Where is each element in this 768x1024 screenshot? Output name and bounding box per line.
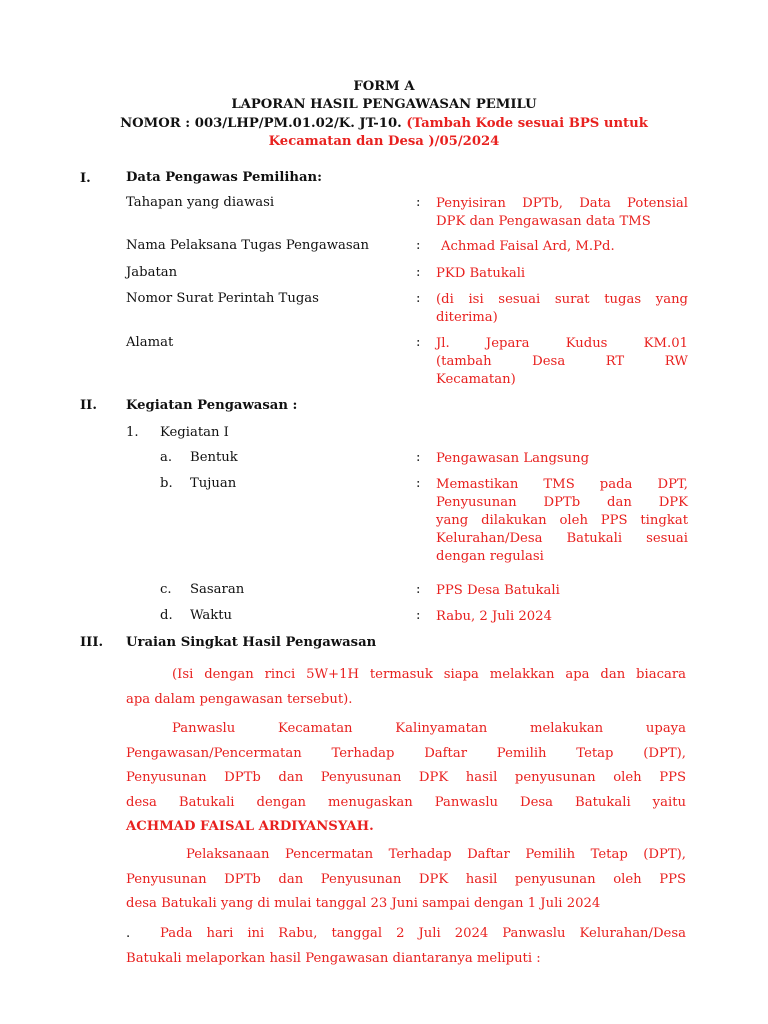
field-label-tujuan: Tujuan bbox=[190, 476, 237, 491]
value-line: Achmad Faisal Ard, M.Pd. bbox=[441, 239, 615, 254]
field-colon: : bbox=[416, 195, 421, 210]
value-line: Pengawasan Langsung bbox=[436, 451, 590, 466]
section-1-number: I. bbox=[80, 171, 91, 186]
paragraph-line: Panwaslu Kecamatan Kalinyamatan melakukan upaya bbox=[172, 721, 686, 736]
kegiatan-label: Kegiatan I bbox=[160, 425, 229, 440]
paragraph-pelaksanaan bbox=[126, 843, 686, 917]
value-line: PPS Desa Batukali bbox=[436, 583, 560, 598]
value-line: dengan regulasi bbox=[436, 549, 544, 564]
field-colon: : bbox=[416, 450, 421, 465]
field-value-bentuk bbox=[436, 450, 688, 468]
kegiatan-number: 1. bbox=[126, 425, 139, 440]
field-value-nomor-surat bbox=[436, 291, 688, 327]
item-letter: b. bbox=[160, 476, 173, 491]
officer-name: ACHMAD FAISAL ARDIYANSYAH. bbox=[126, 819, 374, 834]
field-label-nama: Nama Pelaksana Tugas Pengawasan bbox=[126, 238, 370, 253]
paragraph-instruction bbox=[126, 663, 686, 712]
field-value-waktu bbox=[436, 608, 688, 626]
value-line: PKD Batukali bbox=[436, 266, 526, 281]
section-2-number: II. bbox=[80, 398, 97, 413]
value-line: Rabu, 2 Juli 2024 bbox=[436, 609, 552, 624]
value-line: diterima) bbox=[436, 310, 498, 325]
value-line: yang dilakukan oleh PPS tingkat bbox=[436, 513, 688, 528]
value-line: Penyusunan DPTb dan DPK bbox=[436, 495, 688, 510]
report-title: LAPORAN HASIL PENGAWASAN PEMILU bbox=[231, 97, 537, 112]
paragraph-line: Pengawasan/Pencermatan Terhadap Daftar Pemilih Tetap (DPT), bbox=[126, 745, 686, 761]
value-line: Kelurahan/Desa Batukali sesuai bbox=[436, 531, 688, 546]
field-colon: : bbox=[416, 608, 421, 623]
section-2-heading: Kegiatan Pengawasan : bbox=[126, 398, 298, 413]
field-value-alamat bbox=[436, 335, 688, 389]
field-label-tahapan: Tahapan yang diawasi bbox=[126, 195, 275, 210]
field-label-waktu: Waktu bbox=[190, 608, 233, 623]
value-line: (di isi sesuai surat tugas yang bbox=[436, 292, 688, 307]
paragraph-panwaslu bbox=[126, 717, 686, 840]
paragraph-line: Pelaksanaan Pencermatan Terhadap Daftar Pemilih Tetap (DPT), bbox=[186, 847, 686, 862]
section-1-heading: Data Pengawas Pemilihan: bbox=[126, 170, 322, 185]
report-number-prefix: NOMOR : 003/LHP/PM.01.02/K. JT-10. bbox=[120, 116, 402, 131]
field-label-nomor-surat: Nomor Surat Perintah Tugas bbox=[126, 291, 319, 306]
field-colon: : bbox=[416, 238, 421, 253]
value-line: Penyisiran DPTb, Data Potensial bbox=[436, 196, 688, 211]
field-label-sasaran: Sasaran bbox=[190, 582, 245, 597]
field-label-bentuk: Bentuk bbox=[190, 450, 238, 465]
field-value-jabatan bbox=[436, 265, 688, 283]
field-colon: : bbox=[416, 476, 421, 491]
paragraph-line: Penyusunan DPTb dan Penyusunan DPK hasil penyusunan oleh PPS bbox=[126, 770, 686, 785]
report-number bbox=[0, 116, 768, 131]
item-letter: d. bbox=[160, 608, 173, 623]
paragraph-line: Batukali melaporkan hasil Pengawasan diantaranya meliputi : bbox=[126, 950, 541, 966]
field-value-sasaran bbox=[436, 582, 688, 600]
field-label-alamat: Alamat bbox=[126, 335, 174, 350]
report-number-note-line2: Kecamatan dan Desa )/05/2024 bbox=[268, 134, 500, 149]
form-label: FORM A bbox=[353, 79, 415, 94]
report-number-note: (Tambah Kode sesuai BPS untuk bbox=[406, 116, 648, 131]
field-colon: : bbox=[416, 335, 421, 350]
paragraph-laporan bbox=[126, 922, 686, 971]
field-value-tahapan bbox=[436, 195, 688, 231]
paragraph-line: Pada hari ini Rabu, tanggal 2 Juli 2024 Panwaslu Kelurahan/Desa bbox=[160, 926, 686, 941]
paragraph-line: (Isi dengan rinci 5W+1H termasuk siapa melakkan apa dan biacara bbox=[172, 667, 686, 682]
paragraph-line: desa Batukali yang di mulai tanggal 23 Juni sampai dengan 1 Juli 2024 bbox=[126, 896, 601, 911]
field-colon: : bbox=[416, 265, 421, 280]
field-value-nama bbox=[441, 238, 693, 256]
field-value-tujuan bbox=[436, 476, 688, 566]
paragraph-line: apa dalam pengawasan tersebut). bbox=[126, 691, 353, 707]
field-colon: : bbox=[416, 291, 421, 306]
value-line: (tambah Desa RT RW bbox=[436, 354, 688, 369]
section-3-number: III. bbox=[80, 635, 104, 650]
value-line: Kecamatan) bbox=[436, 372, 516, 387]
value-line: Jl. Jepara Kudus KM.01 bbox=[436, 336, 688, 351]
stray-dot: . bbox=[126, 926, 131, 941]
field-colon: : bbox=[416, 582, 421, 597]
paragraph-line: Penyusunan DPTb dan Penyusunan DPK hasil penyusunan oleh PPS bbox=[126, 871, 686, 887]
item-letter: a. bbox=[160, 450, 173, 465]
value-line: DPK dan Pengawasan data TMS bbox=[436, 214, 651, 229]
item-letter: c. bbox=[160, 582, 172, 597]
section-3-heading: Uraian Singkat Hasil Pengawasan bbox=[126, 635, 377, 650]
paragraph-line: desa Batukali dengan menugaskan Panwaslu Desa Batukali yaitu bbox=[126, 794, 686, 810]
value-line: Memastikan TMS pada DPT, bbox=[436, 477, 688, 492]
field-label-jabatan: Jabatan bbox=[126, 265, 178, 280]
